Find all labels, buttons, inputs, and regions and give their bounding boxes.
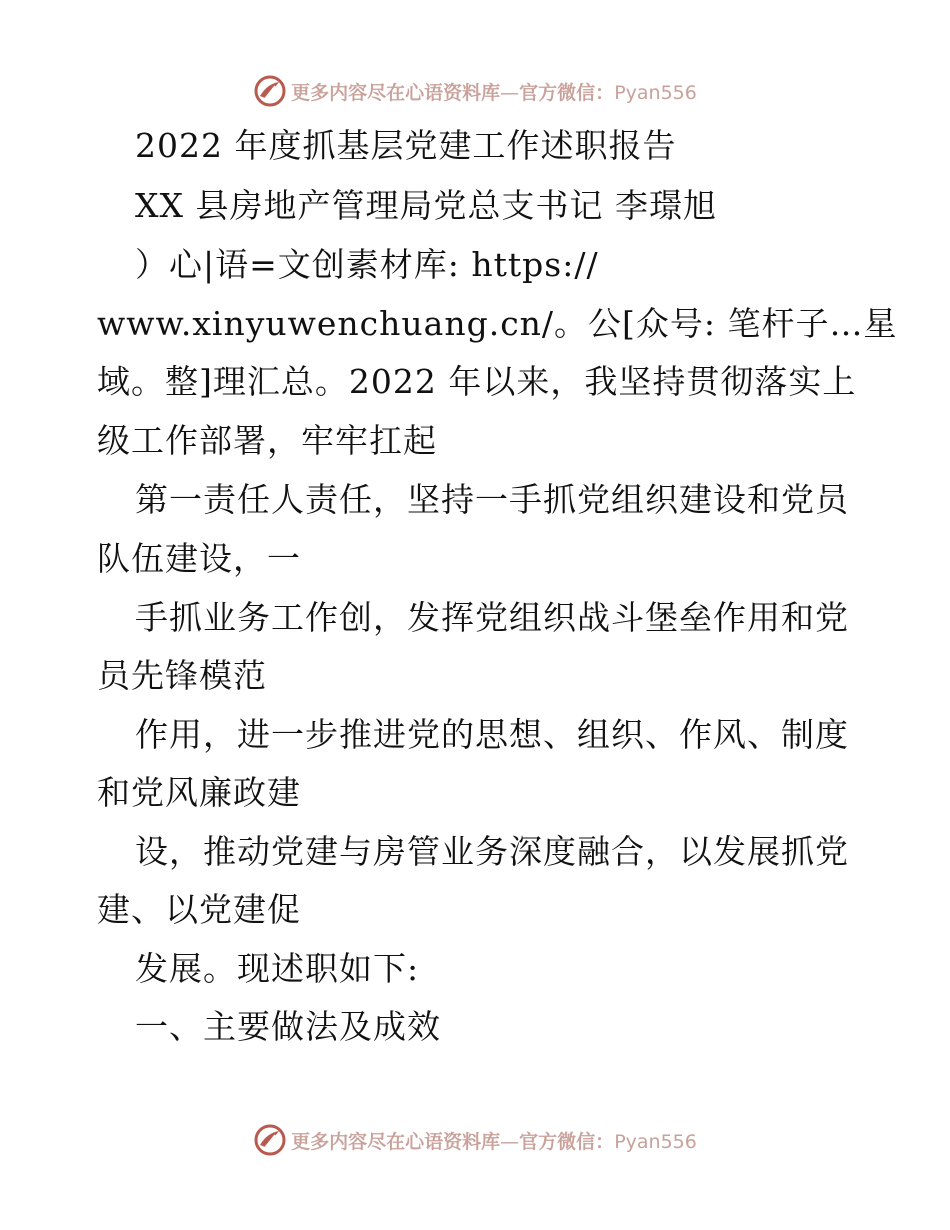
footer-watermark-banner	[0, 1120, 950, 1160]
paragraph-line: 域。整]理汇总。2022 年以来，我坚持贯彻落实上	[97, 362, 857, 401]
footer-banner-text: 更多内容尽在心语资料库—官方微信：Pyan556	[291, 1130, 697, 1153]
paragraph-line: 和党风廉政建	[97, 773, 301, 812]
paragraph-line: 员先锋模范	[97, 656, 267, 695]
pen-logo-icon	[253, 1123, 287, 1157]
paragraph-line: 第一责任人责任，坚持一手抓党组织建设和党员	[135, 480, 849, 519]
paragraph-line: 设，推动党建与房管业务深度融合，以发展抓党	[135, 832, 849, 871]
paragraph-line: 发展。现述职如下:	[135, 949, 420, 988]
header-banner-text: 更多内容尽在心语资料库—官方微信：Pyan556	[291, 81, 697, 104]
paragraph-line: 作用，进一步推进党的思想、组织、作风、制度	[135, 715, 849, 754]
header-watermark-banner	[0, 71, 950, 111]
document-title: 2022 年度抓基层党建工作述职报告	[135, 126, 677, 165]
paragraph-line: 建、以党建促	[97, 890, 301, 929]
section-heading: 一、主要做法及成效	[135, 1007, 441, 1046]
paragraph-line: 级工作部署，牢牢扛起	[97, 421, 437, 460]
author-line: XX 县房地产管理局党总支书记 李璟旭	[135, 186, 717, 225]
pen-logo-icon	[253, 74, 287, 108]
paragraph-line: ）心|语=文创素材库: https://	[135, 245, 599, 284]
paragraph-line: 队伍建设，一	[97, 539, 301, 578]
paragraph-line: 手抓业务工作创，发挥党组织战斗堡垒作用和党	[135, 598, 849, 637]
paragraph-line: www.xinyuwenchuang.cn/。公[众号: 笔杆子…星	[97, 304, 898, 343]
